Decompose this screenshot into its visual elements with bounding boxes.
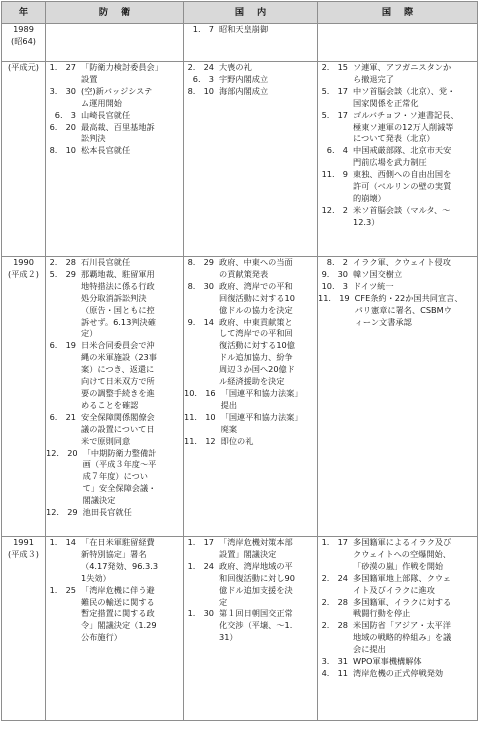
event-date: 6. 4: [326, 145, 348, 156]
event-date: 9. 30: [321, 268, 348, 279]
table-row: [2, 257, 478, 537]
domestic-cell: [184, 257, 318, 537]
event-text-line: 訟判決: [81, 133, 106, 144]
event-text-line: CFE条約・22か国共同宣言、: [354, 292, 463, 303]
event-entry: [46, 86, 183, 110]
event-entry: [46, 507, 183, 519]
event-text-line: ら撤退完了: [353, 73, 394, 84]
header-year: 年: [2, 2, 46, 24]
event-text-line: 画（平成３年度～平: [82, 459, 157, 470]
event-date: 10. 16: [184, 387, 216, 398]
event-text: [353, 169, 477, 205]
event-text-line: 設置」閣議決定: [219, 548, 277, 559]
event-text-line: 1失効）: [81, 572, 111, 583]
event-date: 2. 15: [321, 62, 348, 72]
year-cell: [2, 62, 46, 257]
event-text-line: 「国連平和協力法案」: [220, 411, 303, 422]
event-text: [353, 205, 477, 229]
event-date: 1. 27: [49, 62, 76, 72]
event-text-line: 「湾岸危機に伴う避: [81, 584, 155, 595]
year-cell: [2, 537, 46, 721]
event-entry: [46, 412, 183, 448]
event-text-line: 31）: [219, 632, 238, 643]
event-text-line: 米で原則同意: [81, 435, 131, 446]
event-text: [353, 257, 477, 269]
event-text-line: 億ドルの協力を決定: [219, 304, 293, 315]
event-text: [219, 281, 317, 317]
event-entry: [318, 656, 477, 668]
event-text-line: 米ソ首脳会談（マルタ、～: [353, 204, 451, 215]
event-text: [219, 257, 317, 281]
event-entry: [318, 597, 477, 621]
event-date: 5. 17: [321, 85, 348, 96]
event-text: [219, 317, 317, 388]
event-entry: [318, 169, 477, 205]
event-entry: [184, 608, 317, 644]
event-text: [219, 86, 317, 98]
event-date: 4. 11: [321, 667, 348, 678]
year-label: (昭64): [11, 35, 36, 46]
defense-cell: [46, 24, 184, 62]
event-text-line: 政府、湾岸での平和: [219, 280, 293, 291]
event-text: [83, 448, 183, 508]
event-text-line: 暫定措置に関する政: [81, 608, 155, 619]
event-text: [219, 537, 317, 561]
year-label: 1990: [13, 257, 34, 267]
table-row: [2, 537, 478, 721]
event-entry: [184, 281, 317, 317]
event-text: [353, 537, 477, 573]
event-date: 6. 3: [192, 73, 214, 84]
event-date: 1. 14: [49, 537, 76, 547]
event-text-line: ソ連軍、アフガニスタンか: [353, 62, 452, 72]
year-label: 1989: [13, 24, 34, 34]
event-entry: [46, 110, 183, 122]
event-date: 8. 29: [187, 257, 214, 267]
event-text-line: ドル追加協力、紛争: [219, 352, 293, 363]
event-date: 5. 17: [321, 109, 348, 120]
event-text: [219, 608, 317, 644]
event-text-line: 難民の輸送に関する: [81, 596, 155, 607]
event-text: [353, 86, 477, 110]
event-text-line: ィーン文書承認: [354, 316, 412, 327]
event-date: 6. 3: [54, 109, 76, 120]
event-text-line: 縄の米軍施設（23事: [81, 352, 157, 363]
event-entry: [184, 436, 317, 448]
event-text-line: 多国籍軍によるイラク及び: [353, 537, 452, 547]
event-entry: [184, 561, 317, 609]
event-date: 11. 12: [184, 435, 216, 446]
event-text-line: 成７年度）につい: [82, 471, 148, 482]
table-row: [2, 24, 478, 62]
event-text-line: ル経済援助を決定: [219, 376, 285, 387]
event-entry: [318, 668, 477, 680]
defense-cell: [46, 537, 184, 721]
event-text-line: 韓ソ国交樹立: [353, 268, 403, 279]
event-text: [219, 62, 317, 74]
event-text-line: 新特別協定」署名: [81, 548, 147, 559]
event-entry: [318, 620, 477, 656]
event-date: 6. 20: [49, 121, 76, 132]
event-text-line: めることを確認: [81, 399, 139, 410]
event-entry: [318, 257, 477, 269]
event-text-line: 那覇地裁、駐留軍用: [81, 268, 155, 279]
event-entry: [46, 585, 183, 645]
event-text: [219, 24, 317, 36]
event-text: [81, 86, 183, 110]
year-label: 1991: [13, 537, 34, 547]
event-text: [219, 561, 317, 609]
header-defense: 防衛: [46, 2, 184, 24]
international-cell: [318, 257, 478, 537]
event-entry: [184, 62, 317, 74]
event-text-line: して湾岸での平和回: [219, 328, 293, 339]
event-date: 11. 19: [318, 292, 350, 303]
event-text-line: 要の調整手続きを進: [81, 387, 155, 398]
event-text-line: イト及びイラクに進攻: [353, 584, 435, 595]
event-text-line: 地特措法に係る行政: [81, 280, 155, 291]
event-entry: [46, 145, 183, 157]
event-text-line: 松本長官就任: [81, 145, 131, 156]
event-text-line: 案）につき、返還に: [81, 364, 155, 375]
event-text: [353, 668, 477, 680]
event-date: 2. 24: [321, 572, 348, 583]
event-date: 3. 30: [49, 85, 76, 96]
event-entry: [184, 537, 317, 561]
event-date: 5. 29: [49, 268, 76, 279]
event-text-line: クウェイトへの空爆開始、: [353, 548, 451, 559]
event-text-line: について発表（北京）: [353, 133, 435, 144]
event-text-line: （原告・国ともに控: [81, 304, 155, 315]
event-text-line: 山崎長官就任: [81, 109, 131, 120]
event-entry: [318, 293, 477, 329]
event-text: [219, 74, 317, 86]
event-text: [353, 110, 477, 146]
event-text-line: 日米合同委員会で沖: [81, 340, 155, 351]
event-date: 9. 14: [187, 316, 214, 327]
event-text-line: 議の設置について日: [81, 423, 155, 434]
event-date: 10. 3: [321, 280, 348, 291]
event-entry: [318, 269, 477, 281]
event-text-line: て」安全保障会議・: [82, 483, 157, 494]
event-date: 8. 2: [326, 257, 348, 267]
event-text-line: 湾岸危機の正式停戦発効: [353, 667, 444, 678]
event-entry: [318, 573, 477, 597]
event-text-line: 回復活動に対する10: [219, 292, 295, 303]
event-date: 1. 17: [321, 537, 348, 547]
event-text-line: 大喪の礼: [219, 62, 252, 72]
event-text-line: パリ憲章に署名、CSBMウ: [354, 304, 452, 315]
year-cell: [2, 24, 46, 62]
event-text: [353, 281, 477, 293]
event-text: [353, 597, 477, 621]
event-date: 11. 9: [321, 169, 348, 180]
event-text-line: 政府、中東貢献策と: [219, 316, 293, 327]
table-row: [2, 62, 478, 257]
event-entry: [46, 257, 183, 269]
event-text-line: 地域の戦略的枠組み」を議: [353, 632, 452, 643]
event-date: 2. 24: [187, 62, 214, 72]
event-text-line: 定）: [81, 328, 98, 339]
event-date: 2. 28: [49, 257, 76, 267]
event-text: [353, 269, 477, 281]
year-label: (平成３): [8, 548, 39, 559]
event-entry: [184, 24, 317, 36]
event-entry: [318, 205, 477, 229]
event-text-line: 政府、湾岸地域の平: [219, 560, 293, 571]
event-text-line: 周辺３か国へ20億ド: [219, 364, 295, 375]
event-text-line: 多国籍軍地上部隊、クウェ: [353, 572, 451, 583]
event-text-line: 安全保障関係閣僚会: [81, 411, 155, 422]
event-text-line: 米国防省「アジア・太平洋: [353, 620, 451, 631]
event-text-line: 会に提出: [353, 644, 386, 655]
domestic-cell: [184, 537, 318, 721]
event-text-line: ム運用開始: [81, 97, 122, 108]
chronology-body: [2, 24, 478, 721]
event-date: 6. 19: [49, 340, 76, 351]
event-text-line: 中ソ首脳会談（北京）、党・: [353, 85, 456, 96]
event-text-line: 「砂漠の嵐」作戦を開始: [353, 560, 444, 571]
event-text-line: (空)新バッジシステ: [81, 85, 153, 96]
event-date: 1. 30: [187, 608, 214, 619]
defense-cell: [46, 257, 184, 537]
event-date: 3. 31: [321, 656, 348, 667]
event-entry: [318, 62, 477, 86]
event-entry: [184, 388, 317, 412]
event-text-line: 第１回日朝国交正常: [219, 608, 293, 619]
event-date: 1. 17: [187, 537, 214, 547]
event-text: [353, 656, 477, 668]
event-text-line: 「湾岸危機対策本部: [219, 537, 293, 547]
event-entry: [318, 537, 477, 573]
event-text-line: 「在日米軍駐留経費: [81, 537, 155, 547]
event-date: 12. 20: [46, 447, 78, 458]
chronology-table: [1, 1, 478, 721]
defense-cell: [46, 62, 184, 257]
event-entry: [318, 281, 477, 293]
event-entry: [46, 269, 183, 340]
domestic-cell: [184, 62, 318, 257]
year-cell: [2, 257, 46, 537]
event-text: [81, 257, 183, 269]
event-date: 1. 7: [192, 24, 214, 34]
event-date: 12. 29: [46, 507, 78, 518]
event-date: 12. 2: [321, 204, 348, 215]
event-text: [221, 388, 317, 412]
event-text-line: 門前広場を武力制圧: [353, 157, 427, 168]
event-text-line: （4.17発効、96.3.3: [81, 560, 159, 571]
event-text: [353, 573, 477, 597]
event-text-line: 多国籍軍、イラクに対する: [353, 596, 452, 607]
event-entry: [318, 110, 477, 146]
event-date: 8. 30: [187, 280, 214, 291]
event-entry: [184, 74, 317, 86]
event-text-line: 和回復活動に対し90: [219, 572, 295, 583]
header-domestic: 国内: [184, 2, 318, 24]
event-text-line: 昭和天皇崩御: [219, 24, 269, 34]
event-text-line: 廃案: [220, 423, 238, 434]
event-text: [81, 585, 183, 645]
event-text: [221, 412, 317, 436]
event-entry: [46, 62, 183, 86]
event-text-line: 処分取消訴訟判決: [81, 292, 147, 303]
event-text-line: 海部内閣成立: [219, 85, 269, 96]
event-text: [81, 145, 183, 157]
event-date: 8. 10: [187, 85, 214, 96]
event-text-line: 東独、西側への自由出国を: [353, 169, 452, 180]
event-entry: [184, 257, 317, 281]
event-text-line: 許可（ベルリンの壁の実質: [353, 181, 452, 192]
event-entry: [318, 145, 477, 169]
event-text-line: 「国連平和協力法案」: [220, 387, 303, 398]
event-text-line: 池田長官就任: [82, 507, 132, 518]
event-text: [353, 145, 477, 169]
event-entry: [184, 317, 317, 388]
event-entry: [46, 537, 183, 585]
event-date: 2. 28: [321, 620, 348, 631]
event-text-line: 公布施行）: [81, 632, 122, 643]
event-text: [81, 269, 183, 340]
event-text-line: 復活動に対する10億: [219, 340, 295, 351]
event-text: [353, 620, 477, 656]
event-text-line: ドイツ統一: [353, 280, 394, 291]
event-text-line: 定: [219, 596, 228, 607]
event-text-line: ゴルバチョフ・ソ連書記長、: [353, 109, 459, 120]
event-text: [353, 62, 477, 86]
year-label: (平成元): [8, 62, 39, 72]
event-entry: [46, 122, 183, 146]
event-text-line: 提出: [220, 399, 238, 410]
event-text: [81, 122, 183, 146]
event-entry: [46, 340, 183, 411]
event-text-line: 設置: [81, 73, 98, 84]
event-text-line: 即位の礼: [220, 435, 254, 446]
header-international: 国際: [318, 2, 478, 24]
international-cell: [318, 62, 478, 257]
event-text-line: 12.3）: [353, 216, 380, 227]
event-text-line: 宇野内閣成立: [219, 73, 269, 84]
year-label: (平成２): [8, 268, 39, 279]
event-text: [81, 62, 183, 86]
event-text-line: 化交渉（平壌、～1.: [219, 620, 293, 631]
event-text-line: 「防衛力検討委員会」: [81, 62, 163, 72]
event-text: [221, 436, 317, 448]
event-entry: [184, 86, 317, 98]
event-text: [355, 293, 477, 329]
event-text-line: イラク軍、クウェイト侵攻: [353, 257, 451, 267]
event-date: 1. 25: [49, 584, 76, 595]
event-entry: [318, 86, 477, 110]
event-text-line: 億ドル追加支援を決: [219, 584, 293, 595]
event-text: [81, 110, 183, 122]
event-text-line: 極東ソ連軍の12万人削減等: [353, 121, 454, 132]
event-text-line: 国家関係を正常化: [353, 97, 419, 108]
event-text-line: 訴せず。6.13判決確: [81, 316, 156, 327]
event-text-line: WPO軍事機構解体: [353, 656, 422, 667]
event-text-line: 戦闘行動を停止: [353, 608, 411, 619]
event-entry: [46, 448, 183, 508]
event-text: [81, 340, 183, 411]
event-text: [83, 507, 183, 519]
domestic-cell: [184, 24, 318, 62]
event-text-line: 政府、中東への当面: [219, 257, 293, 267]
event-date: 1. 24: [187, 560, 214, 571]
event-text-line: の貢献策発表: [219, 268, 269, 279]
event-date: 6. 21: [49, 411, 76, 422]
event-text-line: 最高裁、百里基地訴: [81, 121, 155, 132]
international-cell: [318, 24, 478, 62]
event-text-line: 「中期防衛力整備計: [82, 447, 157, 458]
event-text-line: 向けて日米双方で所: [81, 376, 155, 387]
event-text-line: 石川長官就任: [81, 257, 131, 267]
event-text: [81, 537, 183, 585]
event-text-line: 的崩壊）: [353, 192, 386, 203]
header-row: [2, 2, 478, 24]
event-date: 8. 10: [49, 145, 76, 156]
event-date: 2. 28: [321, 596, 348, 607]
event-date: 11. 10: [184, 411, 216, 422]
international-cell: [318, 537, 478, 721]
event-text-line: 中国戒厳部隊、北京市天安: [353, 145, 452, 156]
event-text-line: 令」閣議決定（1.29: [81, 620, 157, 631]
event-entry: [184, 412, 317, 436]
event-text-line: 閣議決定: [82, 495, 116, 506]
event-text: [81, 412, 183, 448]
